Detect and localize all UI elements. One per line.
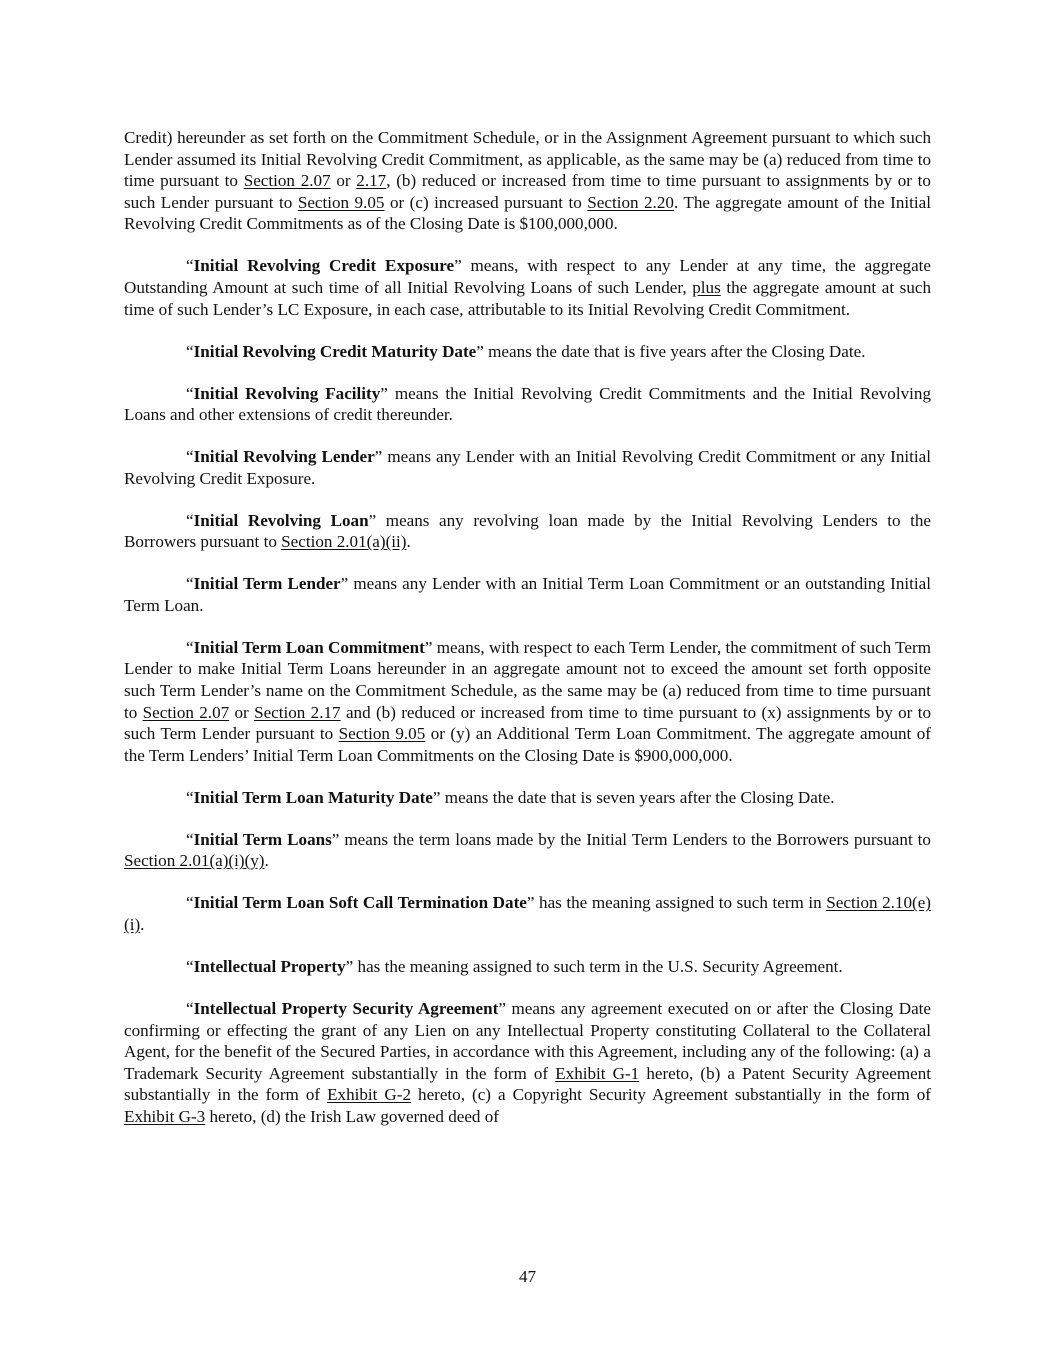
defined-term: Initial Revolving Loan (193, 510, 369, 530)
definition-intellectual-property: “Intellectual Property” has the meaning assigned to such term in the U.S. Security Agreement. (186, 956, 843, 976)
section-reference: Section 2.17 (254, 702, 341, 722)
defined-term: Intellectual Property Security Agreement (193, 998, 499, 1018)
defined-term: Initial Revolving Facility (193, 383, 381, 403)
defined-term: Initial Revolving Credit Exposure (193, 256, 455, 276)
exhibit-reference: Exhibit G-1 (555, 1063, 640, 1083)
defined-term: Initial Term Loan Maturity Date (193, 787, 433, 807)
definition-initial-revolving-facility: “Initial Revolving Facility” means the Initial Revolving Credit Commitments and the Initial Revolving Loans and other extensions of credit thereunder. (124, 383, 931, 425)
section-reference: Section 2.01(a)(ii) (281, 532, 407, 552)
defined-term: Initial Revolving Credit Maturity Date (193, 341, 477, 361)
page-number: 47 (518, 1267, 537, 1286)
paragraph-commitment-continuation: Credit) hereunder as set forth on the Commitment Schedule, or in the Assignment Agreement pursuant to which such Lender assumed its Initial Revolving Credit Commitment, as applicable, as the same may be (a) reduced from time to time pursuant to Section 2.07 or 2.17, (b) reduced or increased from time to time pursuant to assignments by or to such Lender pursuant to Section 9.05 or (c) increased pursuant to Section 2.20. The aggregate amount of the Initial Revolving Credit Commitments as of the Closing Date is $100,000,000. (124, 128, 931, 234)
defined-term: Initial Term Loans (193, 829, 332, 849)
section-reference: Section 9.05 (297, 192, 385, 212)
definition-initial-term-lender: “Initial Term Lender” means any Lender with an Initial Term Loan Commitment or an outstanding Initial Term Loan. (124, 574, 931, 615)
definition-initial-term-loan-maturity-date: “Initial Term Loan Maturity Date” means the date that is seven years after the Closing Date. (186, 787, 835, 807)
section-reference: Section 2.10(e)(i) (124, 893, 931, 934)
definition-initial-revolving-lender: “Initial Revolving Lender” means any Lender with an Initial Revolving Credit Commitment or any Initial Revolving Credit Exposure. (124, 447, 932, 488)
exhibit-reference: Exhibit G-2 (327, 1085, 412, 1105)
definition-initial-revolving-credit-maturity-date: “Initial Revolving Credit Maturity Date” means the date that is five years after the Closing Date. (186, 341, 866, 361)
definition-initial-revolving-credit-exposure: “Initial Revolving Credit Exposure” means, with respect to any Lender at any time, the aggregate Outstanding Amount at such time of all Initial Revolving Loans of such Lender, plus the aggregate amount at such time of such Lender’s LC Exposure, in each case, attributable to its Initial Revolving Credit Commitment. (124, 256, 931, 319)
section-reference: Section 2.01(a)(i)(y) (124, 851, 265, 871)
document-page (124, 127, 931, 1148)
definition-initial-term-loan-soft-call-termination-date: “Initial Term Loan Soft Call Termination Date” has the meaning assigned to such term in Section 2.10(e)(i). (124, 893, 931, 934)
section-reference: 2.17 (356, 171, 387, 191)
section-reference: Section 2.20 (587, 192, 674, 212)
definition-initial-term-loans: “Initial Term Loans” means the term loans made by the Initial Term Lenders to the Borrowers pursuant to Section 2.01(a)(i)(y). (124, 829, 931, 871)
definition-intellectual-property-security-agreement: “Intellectual Property Security Agreement” means any agreement executed on or after the Closing Date confirming or effecting the grant of any Lien on any Intellectual Property constituting Collateral to the Collateral Agent, for the benefit of the Secured Parties, in accordance with this Agreement, including any of the following: (a) a Trademark Security Agreement substantially in the form of Exhibit G-1 hereto, (b) a Patent Security Agreement substantially in the form of Exhibit G-2 hereto, (c) a Copyright Security Agreement substantially in the form of Exhibit G-3 hereto, (d) the Irish Law governed deed of (124, 998, 932, 1126)
defined-term: Initial Term Loan Soft Call Termination Date (193, 893, 527, 913)
exhibit-reference: Exhibit G-3 (124, 1106, 206, 1126)
defined-term: Initial Revolving Lender (193, 447, 375, 467)
section-reference: Section 2.07 (142, 702, 230, 722)
section-reference: Section 9.05 (338, 724, 426, 744)
defined-term: Initial Term Loan Commitment (193, 637, 425, 657)
definition-initial-term-loan-commitment: “Initial Term Loan Commitment” means, with respect to each Term Lender, the commitment of such Term Lender to make Initial Term Loans hereunder in an aggregate amount not to exceed the amount set forth opposite such Term Lender’s name on the Commitment Schedule, as the same may be (a) reduced from time to time pursuant to Section 2.07 or Section 2.17 and (b) reduced or increased from time to time pursuant to (x) assignments by or to such Term Lender pursuant to Section 9.05 or (y) an Additional Term Loan Commitment. The aggregate amount of the Term Lenders’ Initial Term Loan Commitments on the Closing Date is $900,000,000. (124, 637, 931, 765)
section-reference: Section 2.07 (243, 171, 331, 191)
defined-term: Intellectual Property (193, 956, 346, 976)
emphasis-underlined: plus (692, 277, 721, 297)
defined-term: Initial Term Lender (193, 574, 341, 594)
definition-initial-revolving-loan: “Initial Revolving Loan” means any revolving loan made by the Initial Revolving Lenders to the Borrowers pursuant to Section 2.01(a)(ii). (124, 510, 931, 552)
